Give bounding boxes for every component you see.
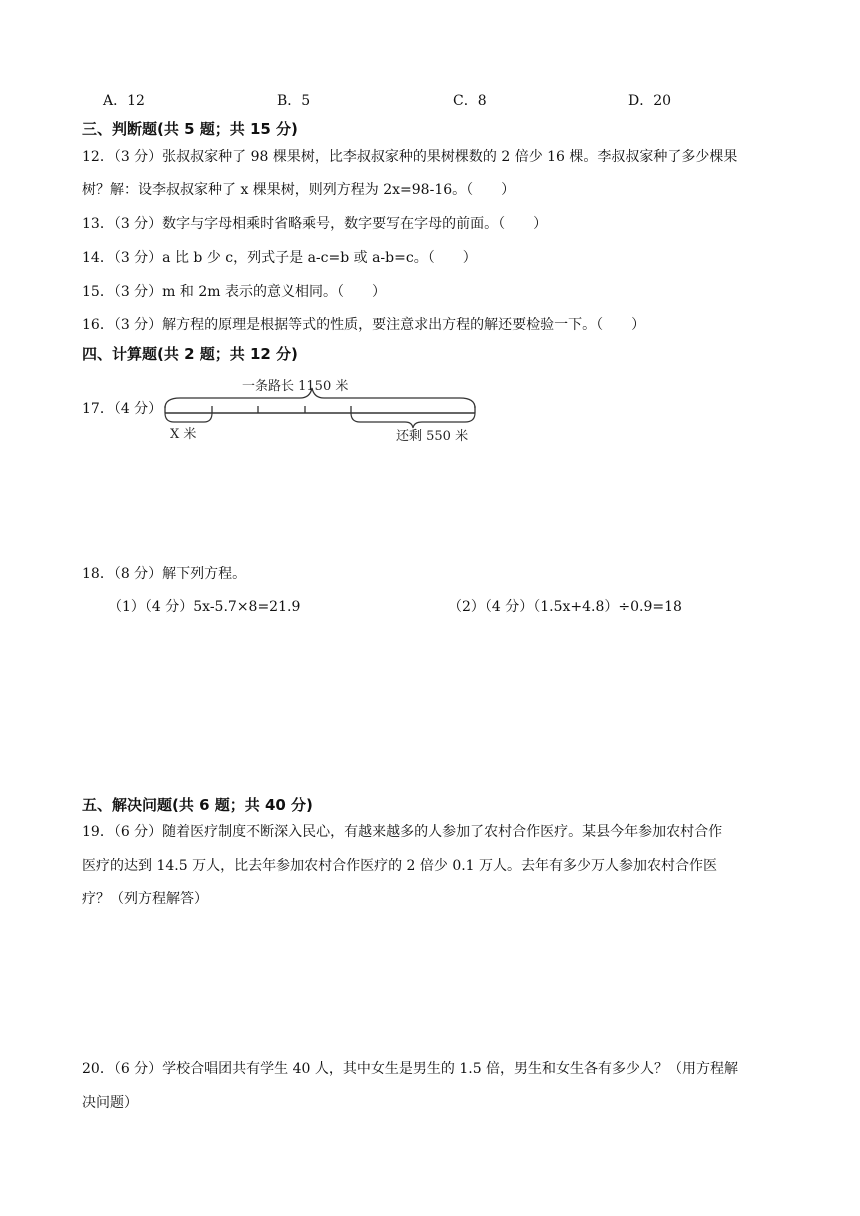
- section-5-title: 五、解决问题(共 6 题；共 40 分): [82, 796, 313, 814]
- section-4-title: 四、计算题(共 2 题；共 12 分): [82, 345, 298, 363]
- question-13: 13．（3 分）数字与字母相乘时省略乘号，数字要写在字母的前面。（ ）: [82, 216, 548, 232]
- road-length-diagram: [160, 378, 480, 444]
- question-20-line-2: 决问题）: [82, 1095, 138, 1111]
- question-12-line-2: 树？解：设李叔叔家种了 x 棵果树，则列方程为 2x=98-16。（ ）: [82, 182, 516, 198]
- question-15: 15．（3 分）m 和 2m 表示的意义相同。（ ）: [82, 284, 386, 300]
- option-d: D．20: [628, 93, 672, 109]
- section-3-title: 三、判断题(共 5 题；共 15 分): [82, 120, 298, 138]
- option-b: B．5: [277, 93, 311, 109]
- option-c: C．8: [453, 93, 487, 109]
- question-14: 14．（3 分）a 比 b 少 c，列式子是 a-c=b 或 a-b=c。（ ）: [82, 250, 477, 266]
- right-brace: [351, 413, 475, 428]
- option-a: A．12: [103, 93, 145, 109]
- question-18: 18．（8 分）解下列方程。: [82, 566, 247, 582]
- question-12-line-1: 12．（3 分）张叔叔家种了 98 棵果树，比李叔叔家种的果树棵数的 2 倍少 16 棵。李叔叔家种了多少棵果: [82, 149, 738, 165]
- question-19-line-2: 医疗的达到 14.5 万人，比去年参加农村合作医疗的 2 倍少 0.1 万人。去年有多少万人参加农村合作医: [82, 858, 718, 874]
- question-19-line-3: 疗？（列方程解答）: [82, 891, 208, 907]
- question-20-line-1: 20．（6 分）学校合唱团共有学生 40 人，其中女生是男生的 1.5 倍，男生和女生各有多少人？（用方程解: [82, 1061, 739, 1077]
- question-16: 16．（3 分）解方程的原理是根据等式的性质，要注意求出方程的解还要检验一下。（ ）: [82, 317, 646, 333]
- question-19-line-1: 19．（6 分）随着医疗制度不断深入民心，有越来越多的人参加了农村合作医疗。某县今年参加农村合作: [82, 824, 723, 840]
- total-length-label: 一条路长 1150 米: [242, 379, 349, 394]
- left-brace: [165, 413, 212, 422]
- question-17-label: 17．（4 分）: [82, 401, 163, 417]
- x-length-label: X 米: [170, 427, 197, 442]
- question-18-part-1: （1）（4 分）5x-5.7×8=21.9: [108, 599, 301, 615]
- question-18-part-2: （2）（4 分）（1.5x+4.8）÷0.9=18: [448, 599, 682, 615]
- remaining-length-label: 还剩 550 米: [396, 429, 469, 444]
